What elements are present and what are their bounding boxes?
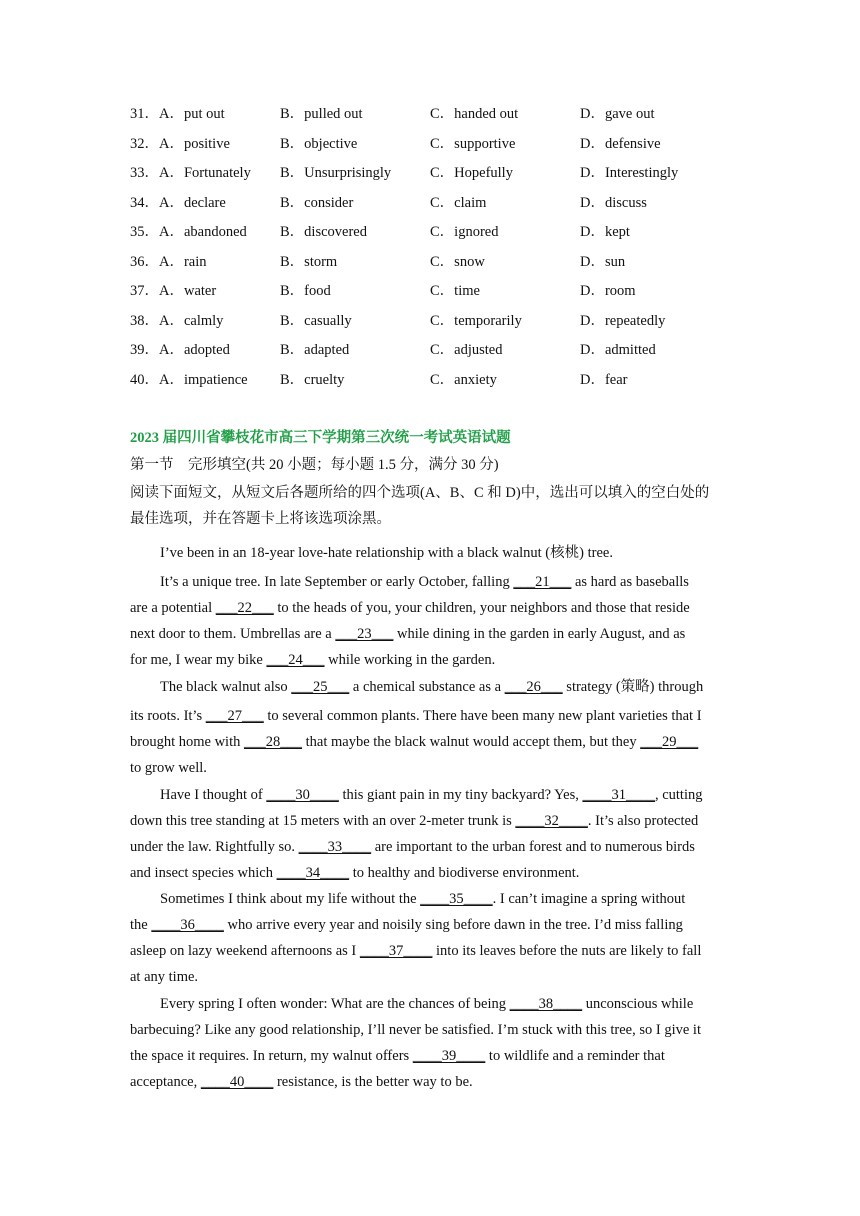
passage-text: next door to them. Umbrellas are a bbox=[130, 626, 336, 642]
instructions-line-1: 阅读下面短文，从短文后各题所给的四个选项(A、B、C 和 D)中，选出可以填入的空白处的 bbox=[130, 485, 710, 501]
option-row bbox=[130, 222, 730, 252]
option-c bbox=[430, 193, 486, 213]
passage-line bbox=[130, 650, 730, 670]
option-text: B．discovered bbox=[280, 224, 367, 240]
option-text: C．supportive bbox=[430, 135, 516, 152]
passage-text: while working in the garden. bbox=[324, 652, 496, 668]
passage-text: into its leaves before the nuts are likely to fall bbox=[432, 943, 702, 959]
option-text: A．adopted bbox=[159, 342, 230, 358]
option-text: C．handed out bbox=[430, 106, 519, 122]
passage-text: Sometimes I think about my life without the bbox=[160, 891, 421, 907]
passage-text: barbecuing? Like any good relationship, I’ll never be satisfied. I’m stuck with this tree, so I give it bbox=[130, 1022, 701, 1038]
option-row bbox=[130, 370, 730, 400]
question-number: 39． bbox=[130, 342, 159, 358]
blank-37: ____37____ bbox=[359, 943, 433, 959]
option-row bbox=[130, 311, 730, 341]
passage-text: . I can’t imagine a spring without bbox=[492, 891, 686, 907]
option-row bbox=[130, 104, 730, 134]
blank-26: ___26___ bbox=[504, 679, 563, 695]
question-number: 37． bbox=[130, 283, 159, 299]
blank-39: ____39____ bbox=[412, 1048, 486, 1064]
option-c bbox=[430, 340, 503, 360]
option-c bbox=[430, 311, 522, 331]
exam-title: 2023 届四川省攀枝花市高三下学期第三次统一考试英语试题 bbox=[130, 430, 511, 446]
option-d bbox=[580, 311, 665, 331]
passage-line bbox=[130, 1020, 730, 1040]
passage-text: . It’s also protected bbox=[587, 813, 699, 829]
passage-line bbox=[130, 915, 730, 935]
option-text: B．Unsurprisingly bbox=[280, 165, 392, 181]
option-c bbox=[430, 134, 515, 154]
blank-24: ___24___ bbox=[266, 652, 325, 668]
option-a bbox=[130, 104, 225, 124]
option-text: B．food bbox=[280, 283, 331, 299]
option-text: A．positive bbox=[159, 135, 230, 152]
option-b bbox=[280, 104, 363, 124]
passage-line bbox=[160, 677, 730, 697]
option-c bbox=[430, 104, 518, 124]
passage-text: It’s a unique tree. In late September or early October, falling bbox=[160, 574, 514, 590]
question-number: 33． bbox=[130, 165, 159, 181]
option-d bbox=[580, 134, 661, 154]
passage-text: the bbox=[130, 917, 152, 933]
passage-text: a chemical substance as a bbox=[349, 679, 505, 695]
option-text: A．declare bbox=[159, 194, 226, 211]
option-text: A．impatience bbox=[159, 371, 248, 388]
passage-text: Have I thought of bbox=[160, 787, 267, 803]
option-text: B．adapted bbox=[280, 342, 350, 358]
option-text: B．consider bbox=[280, 194, 354, 211]
option-a bbox=[130, 340, 230, 360]
passage-text: brought home with bbox=[130, 734, 244, 750]
passage-line bbox=[160, 785, 730, 805]
passage-line bbox=[130, 758, 730, 778]
option-c bbox=[430, 370, 497, 390]
passage-line bbox=[160, 543, 730, 563]
option-text: C．ignored bbox=[430, 224, 499, 240]
passage-line bbox=[130, 732, 730, 752]
option-row bbox=[130, 340, 730, 370]
blank-28: ___28___ bbox=[243, 734, 302, 750]
blank-34: ____34____ bbox=[276, 865, 350, 881]
passage-text: The black walnut also bbox=[160, 679, 292, 695]
option-c bbox=[430, 222, 498, 242]
option-text: A．abandoned bbox=[159, 224, 247, 240]
option-text: A．Fortunately bbox=[159, 165, 251, 181]
passage-text: to several common plants. There have been many new plant varieties that I bbox=[263, 708, 702, 724]
blank-31: ____31____ bbox=[582, 787, 655, 803]
passage-text: I’ve been in an 18-year love-hate relationship with a black walnut (核桃) tree. bbox=[160, 545, 613, 561]
passage-text: asleep on lazy weekend afternoons as I bbox=[130, 943, 360, 959]
option-d bbox=[580, 163, 678, 183]
option-b bbox=[280, 222, 367, 242]
option-d bbox=[580, 340, 656, 360]
option-text: D．kept bbox=[580, 224, 630, 240]
passage-text: for me, I wear my bike bbox=[130, 652, 267, 668]
option-c bbox=[430, 281, 480, 301]
blank-22: ___22___ bbox=[215, 600, 274, 616]
option-b bbox=[280, 163, 391, 183]
option-text: C．claim bbox=[430, 194, 487, 211]
option-a bbox=[130, 222, 247, 242]
passage-text: down this tree standing at 15 meters with an over 2-meter trunk is bbox=[130, 813, 516, 829]
question-number: 40． bbox=[130, 371, 159, 388]
option-c bbox=[430, 252, 485, 272]
passage-line bbox=[130, 1046, 730, 1066]
option-text: A．water bbox=[159, 283, 217, 299]
option-text: C．adjusted bbox=[430, 342, 503, 358]
option-text: C．snow bbox=[430, 253, 485, 270]
question-number: 38． bbox=[130, 312, 159, 329]
option-text: B．objective bbox=[280, 135, 358, 152]
option-d bbox=[580, 370, 628, 390]
passage-line bbox=[130, 863, 730, 883]
passage-line bbox=[160, 572, 730, 592]
question-number: 34． bbox=[130, 194, 159, 211]
passage-text: Every spring I often wonder: What are the chances of being bbox=[160, 996, 510, 1012]
option-b bbox=[280, 340, 349, 360]
option-text: C．time bbox=[430, 283, 480, 299]
option-text: D．discuss bbox=[580, 194, 647, 211]
option-text: A．rain bbox=[159, 253, 207, 270]
passage-text: as hard as baseballs bbox=[571, 574, 689, 590]
option-b bbox=[280, 252, 337, 272]
option-a bbox=[130, 311, 223, 331]
option-d bbox=[580, 281, 636, 301]
passage-text: to grow well. bbox=[130, 760, 207, 776]
option-d bbox=[580, 104, 655, 124]
option-b bbox=[280, 134, 357, 154]
blank-30: ____30____ bbox=[266, 787, 339, 803]
passage-text: unconscious while bbox=[582, 996, 694, 1012]
option-c bbox=[430, 163, 513, 183]
passage-text: , cutting bbox=[654, 787, 703, 803]
option-d bbox=[580, 252, 625, 272]
question-number: 32． bbox=[130, 135, 159, 152]
option-a bbox=[130, 370, 248, 390]
option-text: D．defensive bbox=[580, 135, 661, 152]
option-a bbox=[130, 252, 207, 272]
option-text: B．storm bbox=[280, 253, 338, 270]
passage-text: its roots. It’s bbox=[130, 708, 206, 724]
option-b bbox=[280, 281, 331, 301]
option-text: B．pulled out bbox=[280, 106, 363, 122]
option-text: B．casually bbox=[280, 312, 352, 329]
passage-text: are important to the urban forest and to numerous birds bbox=[371, 839, 695, 855]
option-d bbox=[580, 222, 630, 242]
question-number: 31． bbox=[130, 106, 159, 122]
option-a bbox=[130, 163, 251, 183]
blank-32: ____32____ bbox=[515, 813, 588, 829]
option-text: C．anxiety bbox=[430, 371, 497, 388]
answer-options-table bbox=[130, 104, 730, 399]
blank-23: ___23___ bbox=[335, 626, 394, 642]
passage-line bbox=[130, 837, 730, 857]
option-text: A．calmly bbox=[159, 312, 224, 329]
passage-text: resistance, is the better way to be. bbox=[273, 1074, 473, 1090]
option-b bbox=[280, 311, 352, 331]
passage-text: strategy (策略) through bbox=[562, 679, 704, 695]
option-text: D．room bbox=[580, 283, 636, 299]
option-row bbox=[130, 252, 730, 282]
passage-line bbox=[160, 889, 730, 909]
passage-text: the space it requires. In return, my walnut offers bbox=[130, 1048, 413, 1064]
option-text: D．sun bbox=[580, 253, 626, 270]
option-a bbox=[130, 281, 216, 301]
passage-text: to wildlife and a reminder that bbox=[485, 1048, 665, 1064]
option-row bbox=[130, 193, 730, 223]
blank-33: ____33____ bbox=[298, 839, 372, 855]
option-text: D．gave out bbox=[580, 106, 655, 122]
option-text: D．repeatedly bbox=[580, 312, 666, 329]
question-number: 36． bbox=[130, 253, 159, 270]
option-row bbox=[130, 163, 730, 193]
passage-text: while dining in the garden in early August, and as bbox=[393, 626, 686, 642]
passage-text: to healthy and biodiverse environment. bbox=[349, 865, 580, 881]
passage-text: at any time. bbox=[130, 969, 199, 985]
option-text: D．admitted bbox=[580, 342, 656, 358]
option-text: A．put out bbox=[159, 106, 225, 122]
passage-line bbox=[160, 994, 730, 1014]
option-a bbox=[130, 134, 230, 154]
option-b bbox=[280, 370, 344, 390]
option-text: B．cruelty bbox=[280, 371, 345, 388]
passage-line bbox=[130, 967, 730, 987]
passage-text: acceptance, bbox=[130, 1074, 201, 1090]
passage-line bbox=[130, 624, 730, 644]
passage-text: and insect species which bbox=[130, 865, 277, 881]
option-d bbox=[580, 193, 647, 213]
passage-text: who arrive every year and noisily sing before dawn in the tree. I’d miss falling bbox=[223, 917, 683, 933]
blank-35: ____35____ bbox=[420, 891, 493, 907]
section-header: 第一节 完形填空(共 20 小题；每小题 1.5 分，满分 30 分) bbox=[130, 457, 499, 473]
option-text: D．fear bbox=[580, 371, 628, 388]
option-row bbox=[130, 281, 730, 311]
option-row bbox=[130, 134, 730, 164]
passage-text: that maybe the black walnut would accept them, but they bbox=[301, 734, 641, 750]
blank-21: ___21___ bbox=[513, 574, 572, 590]
blank-36: ____36____ bbox=[151, 917, 224, 933]
passage-line bbox=[130, 941, 730, 961]
blank-29: ___29___ bbox=[640, 734, 699, 750]
option-b bbox=[280, 193, 353, 213]
question-number: 35． bbox=[130, 224, 159, 240]
passage-text: under the law. Rightfully so. bbox=[130, 839, 299, 855]
blank-38: ____38____ bbox=[509, 996, 583, 1012]
option-text: D．Interestingly bbox=[580, 165, 679, 181]
passage-text: this giant pain in my tiny backyard? Yes, bbox=[338, 787, 583, 803]
option-text: C．Hopefully bbox=[430, 165, 513, 181]
blank-40: ____40____ bbox=[200, 1074, 274, 1090]
blank-25: ___25___ bbox=[291, 679, 350, 695]
passage-line bbox=[130, 598, 730, 618]
blank-27: ___27___ bbox=[205, 708, 264, 724]
option-text: C．temporarily bbox=[430, 312, 522, 329]
option-a bbox=[130, 193, 226, 213]
instructions-line-2: 最佳选项，并在答题卡上将该选项涂黑。 bbox=[130, 511, 391, 527]
passage-text: to the heads of you, your children, your neighbors and those that reside bbox=[273, 600, 690, 616]
passage-line bbox=[130, 1072, 730, 1092]
passage-line bbox=[130, 706, 730, 726]
passage-text: are a potential bbox=[130, 600, 216, 616]
passage-line bbox=[130, 811, 730, 831]
